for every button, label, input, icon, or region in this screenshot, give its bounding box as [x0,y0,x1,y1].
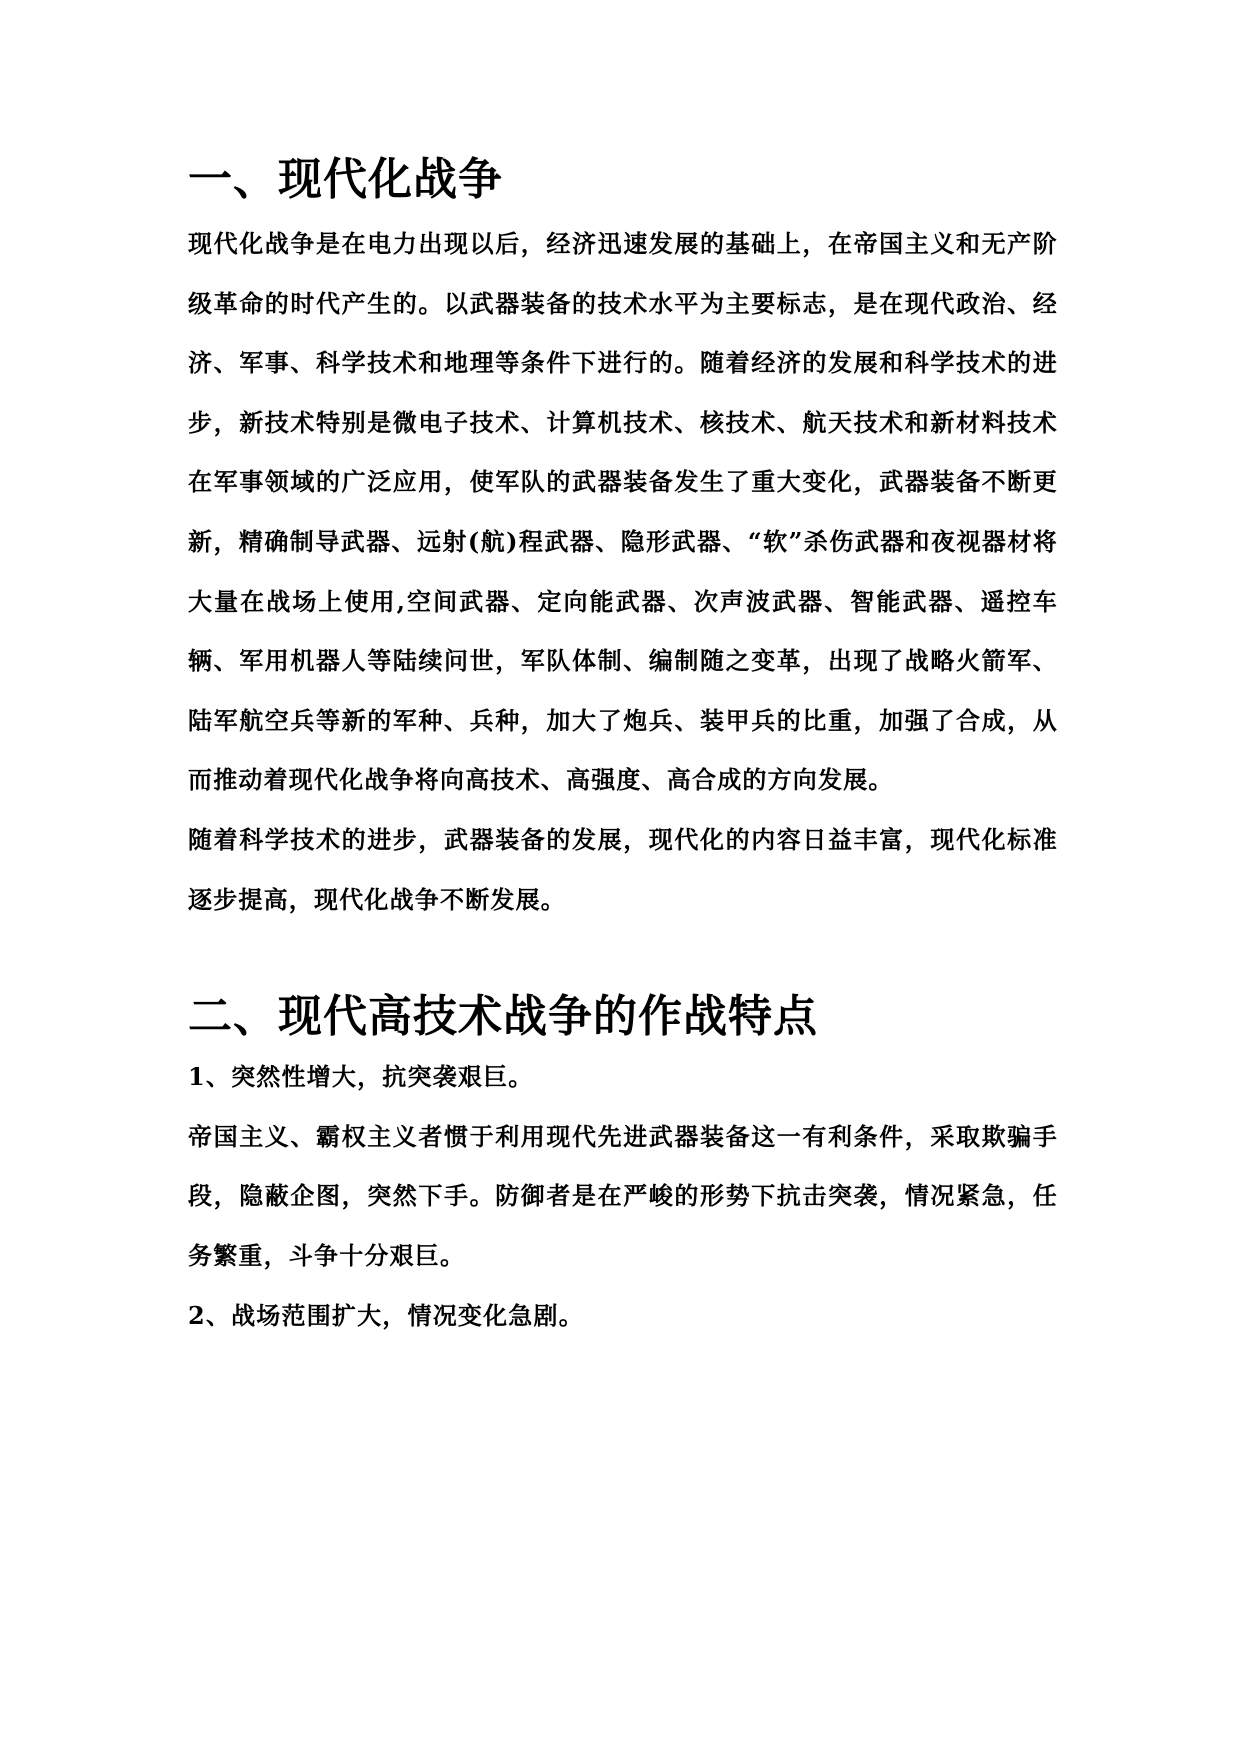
section-heading: 二、现代高技术战争的作战特点 [188,991,818,1043]
paragraph: 帝国主义、霸权主义者惯于利用现代先进武器装备这一有利条件，采取欺骗手段，隐蔽企图，突然下手。防御者是在严峻的形势下抗击突袭，情况紧急，任务繁重，斗争十分艰巨。 [188,1121,1058,1270]
document-content [188,150,1058,1345]
list-item-heading: 2、战场范围扩大，情况变化急剧。 [188,1300,584,1330]
paragraph: 随着科学技术的进步，武器装备的发展，现代化的内容日益丰富，现代化标准逐步提高，现代化战争不断发展。 [188,824,1058,914]
section-modern-warfare [188,150,1058,929]
section-hightech-warfare-features [188,987,1058,1345]
list-item-heading: 1、突然性增大，抗突袭艰巨。 [188,1062,534,1092]
paragraph: 现代化战争是在电力出现以后，经济迅速发展的基础上，在帝国主义和无产阶级革命的时代产生的。以武器装备的技术水平为主要标志，是在现代政治、经济、军事、科学技术和地理等条件下进行的。随着经济的发展和科学技术的进步，新技术特别是微电子技术、计算机技术、核技术、航天技术和新材料技术在军事领域的广泛应用，使军队的武器装备发生了重大变化，武器装备不断更新，精确制导武器、远射(航)程武器、隐形武器、“软”杀伤武器和夜视器材将大量在战场上使用,空间武器、定向能武器、次声波武器、智能武器、遥控车辆、军用机器人等陆续问世，军队体制、编制随之变革，出现了战略火箭军、陆军航空兵等新的军种、兵种，加大了炮兵、装甲兵的比重，加强了合成，从而推动着现代化战争将向高技术、高强度、高合成的方向发展。 [188,229,1058,795]
section-heading: 一、现代化战争 [188,154,503,205]
